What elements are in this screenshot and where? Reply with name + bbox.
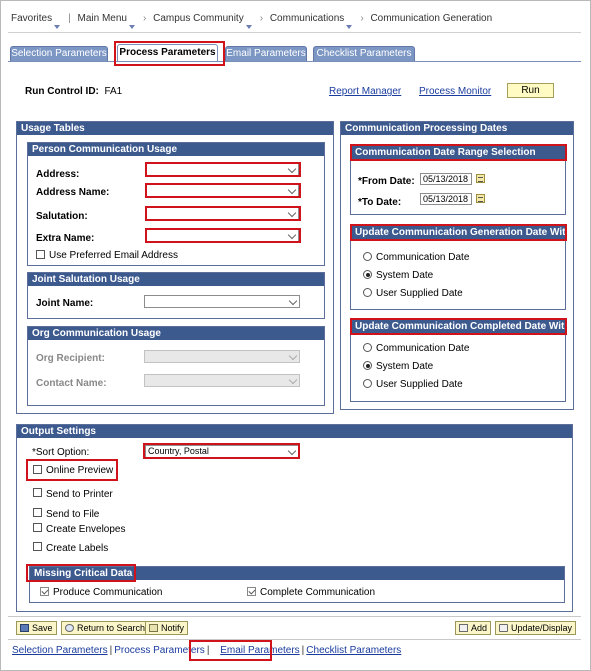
chevron-down-icon [289, 297, 297, 305]
highlight-completed-update [350, 318, 567, 335]
report-manager-link[interactable]: Report Manager [329, 86, 402, 97]
gen-system-date-label: System Date [376, 270, 434, 281]
run-button[interactable]: Run [507, 83, 554, 98]
highlight-sort-option [143, 443, 300, 459]
footer-separator: | [109, 645, 113, 656]
chevron-down-icon [246, 25, 252, 29]
footer-link-email[interactable]: Email Parameters [220, 645, 300, 656]
add-button[interactable]: Add [455, 621, 491, 635]
gen-user-supplied-date-radio[interactable] [363, 288, 372, 297]
send-to-printer-checkbox[interactable] [33, 488, 42, 497]
to-date-input[interactable]: 05/13/2018 [420, 193, 472, 205]
footer-link-checklist[interactable]: Checklist Parameters [306, 645, 402, 656]
chevron-down-icon [129, 25, 135, 29]
breadcrumb [11, 13, 496, 29]
divider [8, 32, 581, 33]
from-date-label: *From Date: [358, 176, 415, 187]
chevron-down-icon [289, 352, 297, 360]
org-recipient-label: Org Recipient: [36, 353, 105, 364]
comp-system-date-radio[interactable] [363, 361, 372, 370]
produce-communication-label: Produce Communication [53, 587, 163, 598]
save-icon [20, 624, 29, 632]
calendar-icon[interactable] [476, 174, 485, 183]
breadcrumb-communications[interactable]: Communications [270, 13, 352, 24]
highlight-date-range [350, 144, 567, 161]
highlight-missing-critical-data [26, 564, 136, 582]
gen-communication-date-radio[interactable] [363, 252, 372, 261]
chevron-down-icon [289, 376, 297, 384]
online-preview-label: Online Preview [46, 465, 114, 476]
date-range-header: Communication Date Range Selection [351, 146, 565, 159]
tab-email-parameters[interactable]: Email Parameters [225, 46, 307, 62]
sort-option-select[interactable]: Country, Postal [145, 445, 299, 458]
highlight-online-preview [26, 459, 118, 481]
salutation-label: Salutation: [36, 211, 88, 222]
footer-link-process: Process Parameters [114, 645, 205, 656]
search-icon [65, 624, 74, 632]
breadcrumb-campus-community[interactable]: Campus Community [153, 13, 252, 24]
highlight-address [145, 162, 301, 177]
create-labels-label: Create Labels [46, 543, 109, 554]
footer-separator: | [206, 645, 210, 656]
send-to-file-checkbox[interactable] [33, 508, 42, 517]
contact-name-select [144, 374, 300, 387]
highlight-process-tab [114, 41, 225, 66]
notify-button[interactable]: Notify [145, 621, 188, 635]
produce-communication-checkbox[interactable] [40, 587, 49, 596]
contact-name-label: Contact Name: [36, 378, 107, 389]
highlight-footer-email [189, 640, 272, 661]
processing-dates-header: Communication Processing Dates [341, 122, 573, 135]
tab-selection-parameters[interactable]: Selection Parameters [10, 46, 108, 62]
comp-user-supplied-date-label: User Supplied Date [376, 379, 463, 390]
run-control-id: Run Control ID: FA1 [25, 86, 123, 97]
send-to-file-label: Send to File [46, 509, 100, 520]
divider [8, 616, 581, 617]
comp-communication-date-label: Communication Date [376, 343, 470, 354]
org-recipient-select [144, 350, 300, 363]
notify-icon [149, 624, 158, 632]
chevron-down-icon [346, 25, 352, 29]
sort-option-label: *Sort Option: [32, 447, 90, 458]
org-usage-header: Org Communication Usage [28, 327, 324, 340]
create-envelopes-label: Create Envelopes [46, 524, 126, 535]
save-button[interactable]: Save [16, 621, 57, 635]
footer-link-selection[interactable]: Selection Parameters [12, 645, 108, 656]
use-preferred-email-label: Use Preferred Email Address [49, 250, 178, 261]
comp-user-supplied-date-radio[interactable] [363, 379, 372, 388]
address-label: Address: [36, 169, 80, 180]
create-labels-checkbox[interactable] [33, 542, 42, 551]
joint-name-label: Joint Name: [36, 298, 94, 309]
process-monitor-link[interactable]: Process Monitor [419, 86, 492, 97]
person-usage-group [27, 142, 325, 266]
chevron-down-icon [54, 25, 60, 29]
complete-communication-label: Complete Communication [260, 587, 376, 598]
org-usage-group [27, 326, 325, 406]
joint-salutation-header: Joint Salutation Usage [28, 273, 324, 286]
highlight-extra-name [145, 228, 301, 243]
highlight-generation-update [350, 224, 567, 241]
extra-name-label: Extra Name: [36, 233, 95, 244]
footer-separator: | [301, 645, 305, 656]
to-date-label: *To Date: [358, 197, 402, 208]
from-date-input[interactable]: 05/13/2018 [420, 173, 472, 185]
chevron-right-icon: › [360, 13, 364, 24]
address-name-label: Address Name: [36, 187, 110, 198]
comp-communication-date-radio[interactable] [363, 343, 372, 352]
divider [8, 639, 581, 640]
highlight-address-name [145, 183, 301, 198]
return-to-search-button[interactable]: Return to Search [61, 621, 149, 635]
tab-checklist-parameters[interactable]: Checklist Parameters [313, 46, 415, 62]
missing-critical-data-header: Missing Critical Data [30, 567, 564, 580]
breadcrumb-separator: | [68, 13, 71, 24]
tab-process-parameters[interactable]: Process Parameters [117, 44, 218, 62]
chevron-right-icon: › [142, 13, 147, 24]
add-icon [459, 624, 468, 632]
update-display-button[interactable]: Update/Display [495, 621, 576, 635]
completed-update-header: Update Communication Completed Date With [351, 320, 565, 333]
use-preferred-email-checkbox[interactable] [36, 250, 45, 259]
gen-communication-date-label: Communication Date [376, 252, 470, 263]
update-display-icon [499, 624, 508, 632]
usage-tables-header: Usage Tables [17, 122, 333, 135]
highlight-salutation [145, 206, 301, 221]
gen-system-date-radio[interactable] [363, 270, 372, 279]
joint-name-select[interactable] [144, 295, 300, 308]
calendar-icon[interactable] [476, 194, 485, 203]
complete-communication-checkbox[interactable] [247, 587, 256, 596]
breadcrumb-main-menu[interactable]: Main Menu [78, 13, 135, 24]
chevron-right-icon: › [259, 13, 264, 24]
output-settings-header: Output Settings [17, 425, 572, 438]
gen-user-supplied-date-label: User Supplied Date [376, 288, 463, 299]
send-to-printer-label: Send to Printer [46, 489, 113, 500]
comp-system-date-label: System Date [376, 361, 434, 372]
generation-update-header: Update Communication Generation Date With [351, 226, 565, 239]
create-envelopes-checkbox[interactable] [33, 523, 42, 532]
tab-underline [8, 61, 581, 62]
breadcrumb-communication-generation: Communication Generation [370, 13, 493, 24]
person-usage-header: Person Communication Usage [28, 143, 324, 156]
breadcrumb-favorites[interactable]: Favorites [11, 13, 60, 24]
